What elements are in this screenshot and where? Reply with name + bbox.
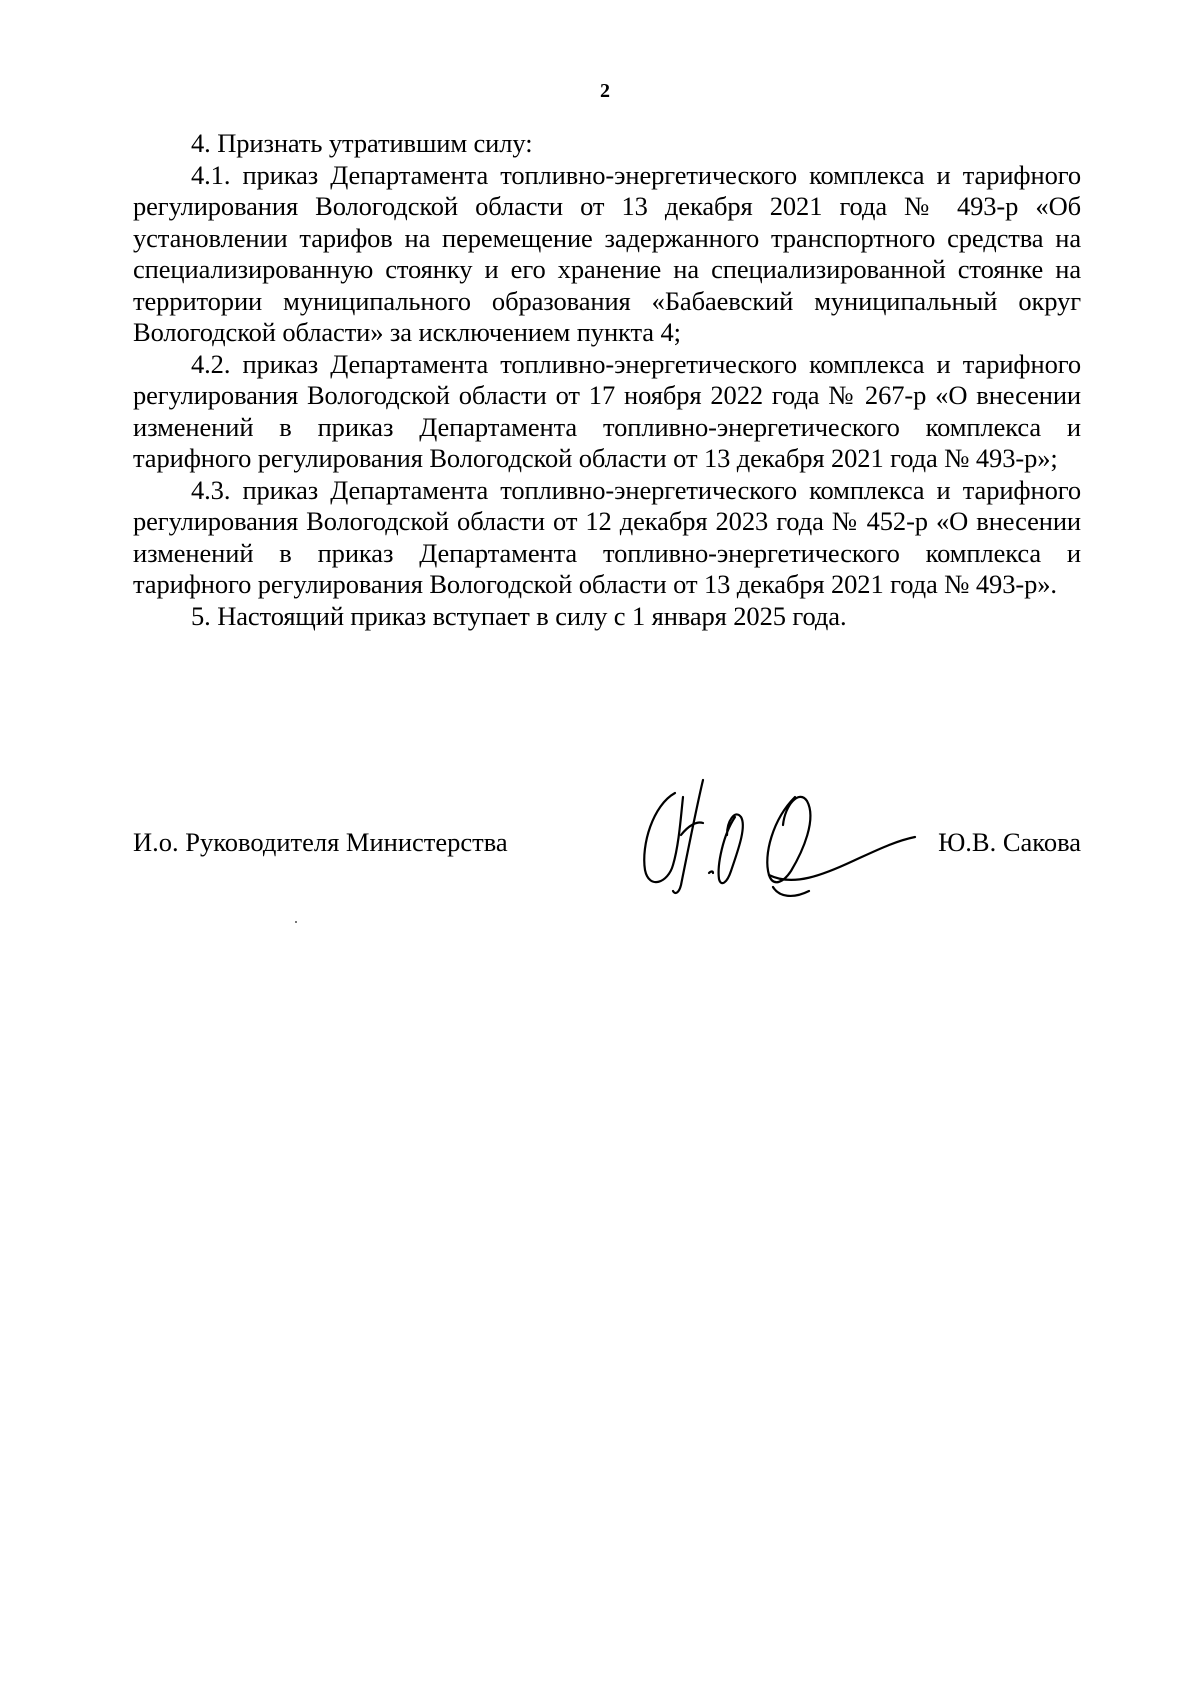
signature-block [133, 775, 1081, 895]
paragraph-item-4-1: 4.1. приказ Департамента топливно-энергетического комплекса и тарифного регулирования Вологодской области от 13 декабря 2021 года № 493-р «Об установлении тарифов на перемещение задержанного транспортного средства на специализированную стоянку и его хранение на специализированной стоянке на территории муниципального образования «Бабаевский муниципальный округ Вологодской области» за исключением пункта 4; [133, 159, 1081, 347]
signer-position: И.о. Руководителя Министерства [133, 827, 508, 857]
paragraph-item-4-3: 4.3. приказ Департамента топливно-энергетического комплекса и тарифного регулирования Вологодской области от 12 декабря 2023 года № 452-р «О внесении изменений в приказ Департамента топливно-энергетического комплекса и тарифного регулирования Вологодской области от 13 декабря 2021 года № 493-р». [133, 474, 1081, 599]
paragraph-item-4: 4. Признать утратившим силу: [191, 128, 533, 158]
paragraph-item-5: 5. Настоящий приказ вступает в силу с 1 января 2025 года. [191, 600, 847, 631]
signer-name: Ю.В. Сакова [938, 827, 1081, 857]
page-number: 2 [600, 80, 610, 102]
handwritten-signature [623, 775, 923, 905]
paragraph-item-4-2: 4.2. приказ Департамента топливно-энергетического комплекса и тарифного регулирования Вологодской области от 17 ноября 2022 года № 267-р «О внесении изменений в приказ Департамента топливно-энергетического комплекса и тарифного регулирования Вологодской области от 13 декабря 2021 года № 493-р»; [133, 348, 1081, 473]
scan-speck [295, 921, 297, 923]
document-body [133, 128, 1081, 632]
